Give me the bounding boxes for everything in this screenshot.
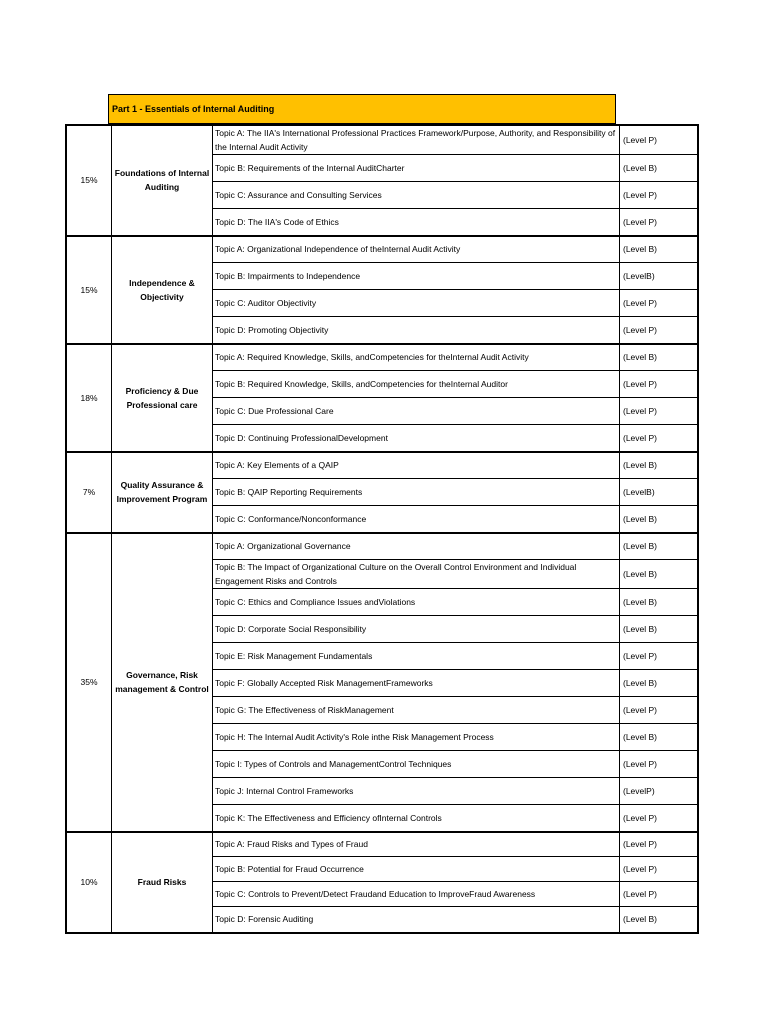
topic-row <box>66 533 698 560</box>
topic-text: Topic A: Required Knowledge, Skills, andCompetencies for theInternal Audit Activity <box>213 344 620 371</box>
topic-text: Topic E: Risk Management Fundamentals <box>213 643 620 670</box>
topic-text: Topic D: Corporate Social Responsibility <box>213 616 620 643</box>
topic-level: (Level B) <box>620 236 699 263</box>
section-weight: 18% <box>66 344 112 452</box>
section-weight: 15% <box>66 125 112 236</box>
topic-text: Topic C: Controls to Prevent/Detect Fraudand Education to ImproveFraud Awareness <box>213 882 620 907</box>
topic-text: Topic C: Conformance/Nonconformance <box>213 506 620 533</box>
topic-level: (Level P) <box>620 125 699 155</box>
topic-level: (Level P) <box>620 425 699 452</box>
topic-text: Topic B: Required Knowledge, Skills, andCompetencies for theInternal Auditor <box>213 371 620 398</box>
topic-text: Topic D: Forensic Auditing <box>213 907 620 933</box>
topic-row <box>66 344 698 371</box>
topic-text: Topic B: Requirements of the Internal AuditCharter <box>213 155 620 182</box>
topic-text: Topic C: Auditor Objectivity <box>213 290 620 317</box>
topic-text: Topic B: The Impact of Organizational Culture on the Overall Control Environment and Individual Engagement Risks and Controls <box>213 560 620 589</box>
section-weight: 35% <box>66 533 112 832</box>
outline-body <box>66 125 698 933</box>
topic-text: Topic A: Organizational Governance <box>213 533 620 560</box>
topic-level: (Level B) <box>620 506 699 533</box>
topic-text: Topic C: Ethics and Compliance Issues andViolations <box>213 589 620 616</box>
topic-level: (Level P) <box>620 209 699 236</box>
topic-text: Topic D: Continuing ProfessionalDevelopment <box>213 425 620 452</box>
topic-level: (Level B) <box>620 452 699 479</box>
topic-level: (LevelB) <box>620 479 699 506</box>
topic-level: (Level P) <box>620 182 699 209</box>
section-weight: 15% <box>66 236 112 344</box>
topic-text: Topic J: Internal Control Frameworks <box>213 778 620 805</box>
section-name: Foundations of Internal Auditing <box>112 125 213 236</box>
topic-level: (Level P) <box>620 805 699 832</box>
topic-text: Topic C: Due Professional Care <box>213 398 620 425</box>
content-outline-table <box>65 124 699 934</box>
topic-level: (Level P) <box>620 371 699 398</box>
topic-row <box>66 452 698 479</box>
topic-level: (LevelP) <box>620 778 699 805</box>
topic-level: (Level B) <box>620 616 699 643</box>
topic-level: (Level P) <box>620 317 699 344</box>
topic-level: (Level P) <box>620 697 699 724</box>
topic-level: (Level B) <box>620 533 699 560</box>
topic-level: (Level P) <box>620 643 699 670</box>
section-name: Quality Assurance & Improvement Program <box>112 452 213 533</box>
topic-level: (Level B) <box>620 907 699 933</box>
topic-text: Topic I: Types of Controls and ManagementControl Techniques <box>213 751 620 778</box>
topic-text: Topic A: Organizational Independence of theInternal Audit Activity <box>213 236 620 263</box>
topic-level: (Level P) <box>620 290 699 317</box>
section-name: Independence & Objectivity <box>112 236 213 344</box>
topic-row <box>66 125 698 155</box>
topic-level: (Level B) <box>620 589 699 616</box>
topic-level: (Level P) <box>620 398 699 425</box>
topic-text: Topic K: The Effectiveness and Efficiency ofInternal Controls <box>213 805 620 832</box>
topic-level: (Level B) <box>620 344 699 371</box>
part-title: Part 1 - Essentials of Internal Auditing <box>108 94 616 124</box>
topic-text: Topic D: The IIA's Code of Ethics <box>213 209 620 236</box>
section-name: Fraud Risks <box>112 832 213 933</box>
section-name: Governance, Risk management & Control <box>112 533 213 832</box>
topic-text: Topic B: QAIP Reporting Requirements <box>213 479 620 506</box>
topic-row <box>66 236 698 263</box>
topic-level: (Level P) <box>620 751 699 778</box>
section-weight: 7% <box>66 452 112 533</box>
topic-text: Topic B: Impairments to Independence <box>213 263 620 290</box>
topic-level: (LevelB) <box>620 263 699 290</box>
topic-text: Topic D: Promoting Objectivity <box>213 317 620 344</box>
topic-level: (Level B) <box>620 155 699 182</box>
topic-text: Topic C: Assurance and Consulting Services <box>213 182 620 209</box>
topic-text: Topic A: The IIA's International Professional Practices Framework/Purpose, Authority, and Responsibility of the Internal Audit Activity <box>213 125 620 155</box>
topic-text: Topic B: Potential for Fraud Occurrence <box>213 857 620 882</box>
section-weight: 10% <box>66 832 112 933</box>
topic-text: Topic H: The Internal Audit Activity's Role inthe Risk Management Process <box>213 724 620 751</box>
topic-level: (Level B) <box>620 560 699 589</box>
section-name: Proficiency & Due Professional care <box>112 344 213 452</box>
topic-level: (Level P) <box>620 857 699 882</box>
topic-level: (Level B) <box>620 670 699 697</box>
topic-text: Topic A: Key Elements of a QAIP <box>213 452 620 479</box>
topic-text: Topic G: The Effectiveness of RiskManagement <box>213 697 620 724</box>
topic-level: (Level P) <box>620 832 699 857</box>
topic-row <box>66 832 698 857</box>
topic-level: (Level B) <box>620 724 699 751</box>
topic-text: Topic A: Fraud Risks and Types of Fraud <box>213 832 620 857</box>
topic-text: Topic F: Globally Accepted Risk ManagementFrameworks <box>213 670 620 697</box>
topic-level: (Level P) <box>620 882 699 907</box>
